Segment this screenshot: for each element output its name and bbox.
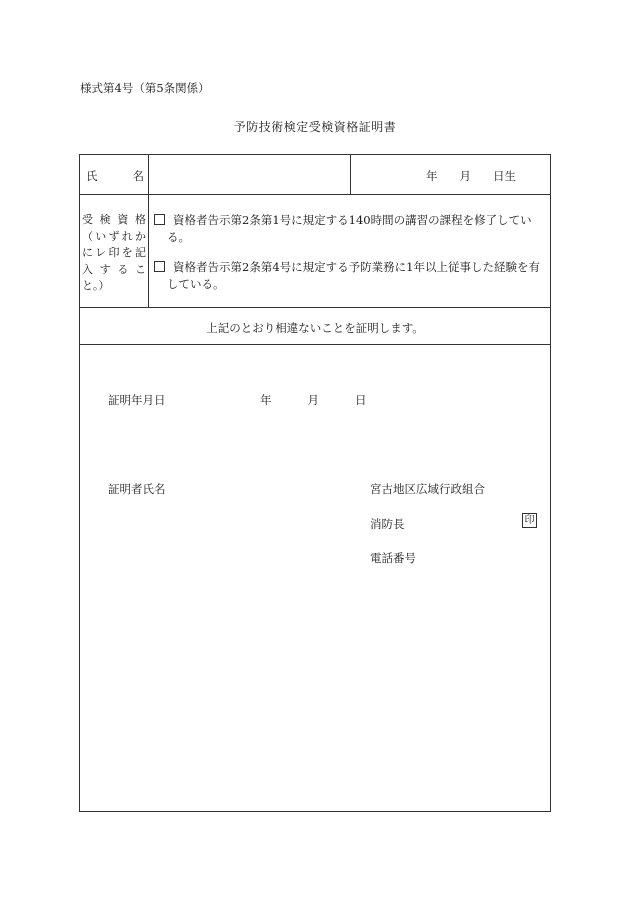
label-column-divider <box>148 154 149 307</box>
qualification-label-line: にレ印を記 <box>82 246 146 259</box>
qualification-option-1 <box>154 212 546 245</box>
row-divider-3 <box>79 344 551 345</box>
name-label-right: 名 <box>132 169 144 183</box>
qualification-label-line: と。） <box>82 279 110 292</box>
certification-date-field[interactable] <box>260 392 367 408</box>
cert-day-label: 日 <box>355 393 367 407</box>
option-1-checkbox[interactable] <box>154 214 165 225</box>
certification-statement: 上記のとおり相違ないことを証明します。 <box>206 321 424 335</box>
qualification-option-2 <box>154 259 546 292</box>
document-title: 予防技術検定受検資格証明書 <box>233 120 397 134</box>
name-field[interactable] <box>156 168 344 184</box>
birthdate-field[interactable] <box>426 168 516 184</box>
birthdate-column-divider <box>350 154 351 195</box>
option-2-text-continued: している。 <box>167 276 225 291</box>
qualification-label-line: 受検資格 <box>82 213 146 226</box>
birth-day-label: 日生 <box>493 169 516 183</box>
row-divider-1 <box>79 194 551 195</box>
birth-year-label: 年 <box>426 169 438 183</box>
qualification-label-line: 入するこ <box>82 262 146 276</box>
option-2-text: 資格者告示第2条第4号に規定する予防業務に1年以上従事した経験を有 <box>173 260 540 274</box>
certifier-name-label: 証明者氏名 <box>108 482 166 496</box>
fire-chief-title: 消防長 <box>370 517 405 531</box>
option-1-text-continued: る。 <box>167 229 190 244</box>
option-1-text: 資格者告示第2条第1号に規定する140時間の講習の課程を修了してい <box>173 213 532 227</box>
qualification-label-line: （いずれか <box>82 229 146 243</box>
cert-year-label: 年 <box>260 393 272 407</box>
cert-month-label: 月 <box>307 393 319 407</box>
phone-number-label: 電話番号 <box>370 551 416 565</box>
certification-date-label: 証明年月日 <box>108 393 166 407</box>
form-number: 様式第4号（第5条関係） <box>80 81 210 95</box>
organization-name: 宮古地区広域行政組合 <box>370 482 485 496</box>
seal-mark: 印 <box>522 513 537 528</box>
qualification-label <box>82 212 146 295</box>
option-2-checkbox[interactable] <box>154 261 165 272</box>
name-label-left: 氏 <box>86 169 98 183</box>
name-label <box>86 168 144 184</box>
row-divider-2 <box>79 307 551 308</box>
birth-month-label: 月 <box>459 169 471 183</box>
